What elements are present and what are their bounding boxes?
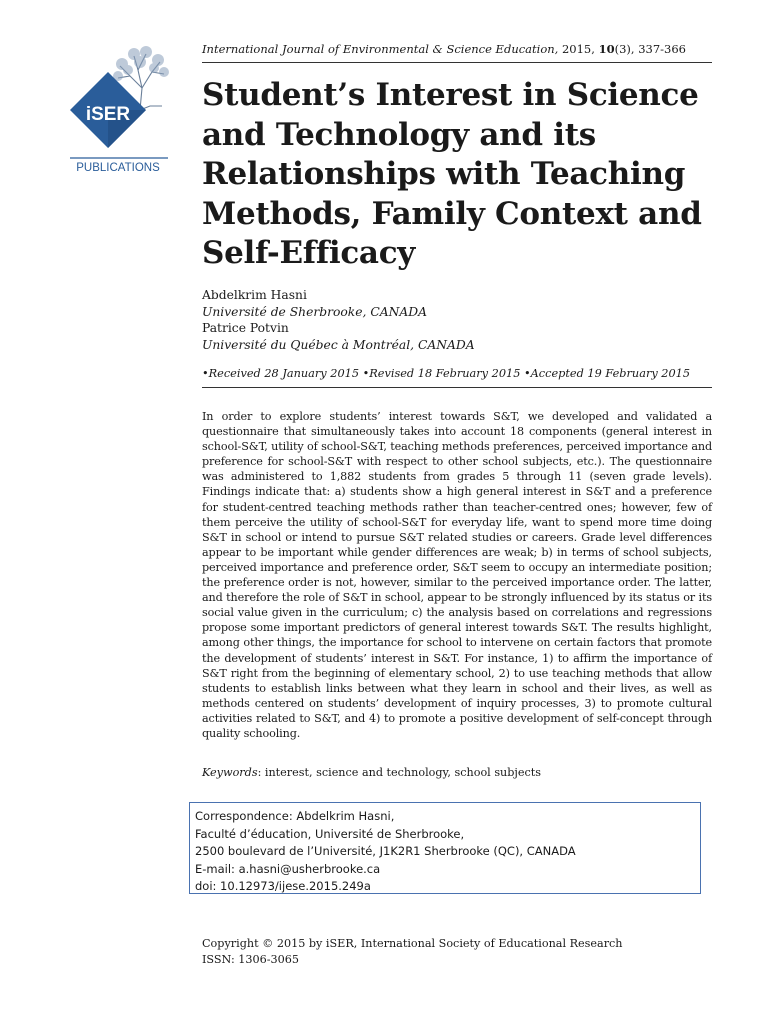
iser-logo — [68, 40, 172, 180]
dates-rule — [202, 387, 712, 388]
keywords-label: Keywords — [202, 766, 258, 779]
keywords — [202, 766, 541, 779]
author-list — [202, 287, 475, 353]
article-title: Student’s Interest in Science and Technology and its Relationships with Teaching Methods, Family Context and Self-Efficacy — [202, 77, 702, 271]
journal-issue: (3), — [614, 42, 635, 56]
author-name: Patrice Potvin — [202, 321, 289, 335]
correspondence-box — [189, 802, 701, 894]
correspondence-line: Faculté d’éducation, Université de Sherbrooke, — [195, 826, 465, 841]
journal-volume: 10 — [598, 42, 615, 56]
journal-citation — [202, 42, 686, 56]
author-affiliation: Université du Québec à Montréal, CANADA — [202, 337, 475, 352]
journal-year: 2015, — [561, 42, 595, 56]
header-rule — [202, 62, 712, 63]
journal-name: International Journal of Environmental & Science Education, — [202, 42, 559, 56]
correspondence-email[interactable]: E-mail: a.hasni@usherbrooke.ca — [195, 861, 381, 876]
keywords-text: : interest, science and technology, school subjects — [257, 766, 542, 779]
issn: ISSN: 1306-3065 — [202, 952, 299, 966]
article-dates: •Received 28 January 2015 •Revised 18 February 2015 •Accepted 19 February 2015 — [202, 367, 691, 380]
correspondence-doi[interactable]: doi: 10.12973/ijese.2015.249a — [195, 879, 371, 893]
footer — [202, 936, 623, 967]
author-name: Abdelkrim Hasni — [202, 288, 307, 302]
copyright: Copyright © 2015 by iSER, International Society of Educational Research — [202, 937, 623, 950]
correspondence-line: 2500 boulevard de l’Université, J1K2R1 Sherbrooke (QC), CANADA — [195, 844, 576, 858]
logo-subtitle: PUBLICATIONS — [76, 162, 160, 174]
author-affiliation: Université de Sherbrooke, CANADA — [202, 304, 428, 319]
journal-pages: 337-366 — [638, 42, 686, 56]
abstract: In order to explore students’ interest towards S&T, we developed and validated a questionnaire that simultaneously takes into account 18 components (general interest in school-S&T, utility of school-S&T, teaching methods preferences, perceived importance and preference for school-S&T with respect to other school subjects, etc.). The questionnaire was administered to 1,882 students from grades 5 through 11 (seven grade levels). Findings indicate that: a) students show a high general interest in S&T and a preference for student-centred teaching methods rather than teacher-centred ones; however, few of them perceive the utility of school-S&T for everyday life, want to spend more time doing S&T in school or intend to pursue S&T related studies or careers. Grade level differences appear to be important while gender differences are weak; b) in terms of school subjects, perceived importance and preference order, S&T seem to occupy an intermediate position; the preference order is not, however, similar to the perceived importance order. The latter, and therefore the role of S&T in school, appear to be strongly influenced by its status or its social value given in the curriculum; c) the analysis based on correlations and regressions propose some important predictors of general interest towards S&T. The results highlight, among other things, the importance for school to intervene on certain factors that promote the development of students’ interest in S&T. For instance, 1) to affirm the importance of S&T right from the beginning of elementary school, 2) to use teaching methods that allow students to establish links between what they learn in school and their lives, as well as methods centered on students’ development of inquiry processes, 3) to promote cultural activities related to S&T, and 4) to promote a positive development of self-concept through quality schooling. — [202, 410, 712, 740]
correspondence-line: Correspondence: Abdelkrim Hasni, — [195, 809, 395, 823]
logo-brand: iSER — [85, 104, 131, 125]
